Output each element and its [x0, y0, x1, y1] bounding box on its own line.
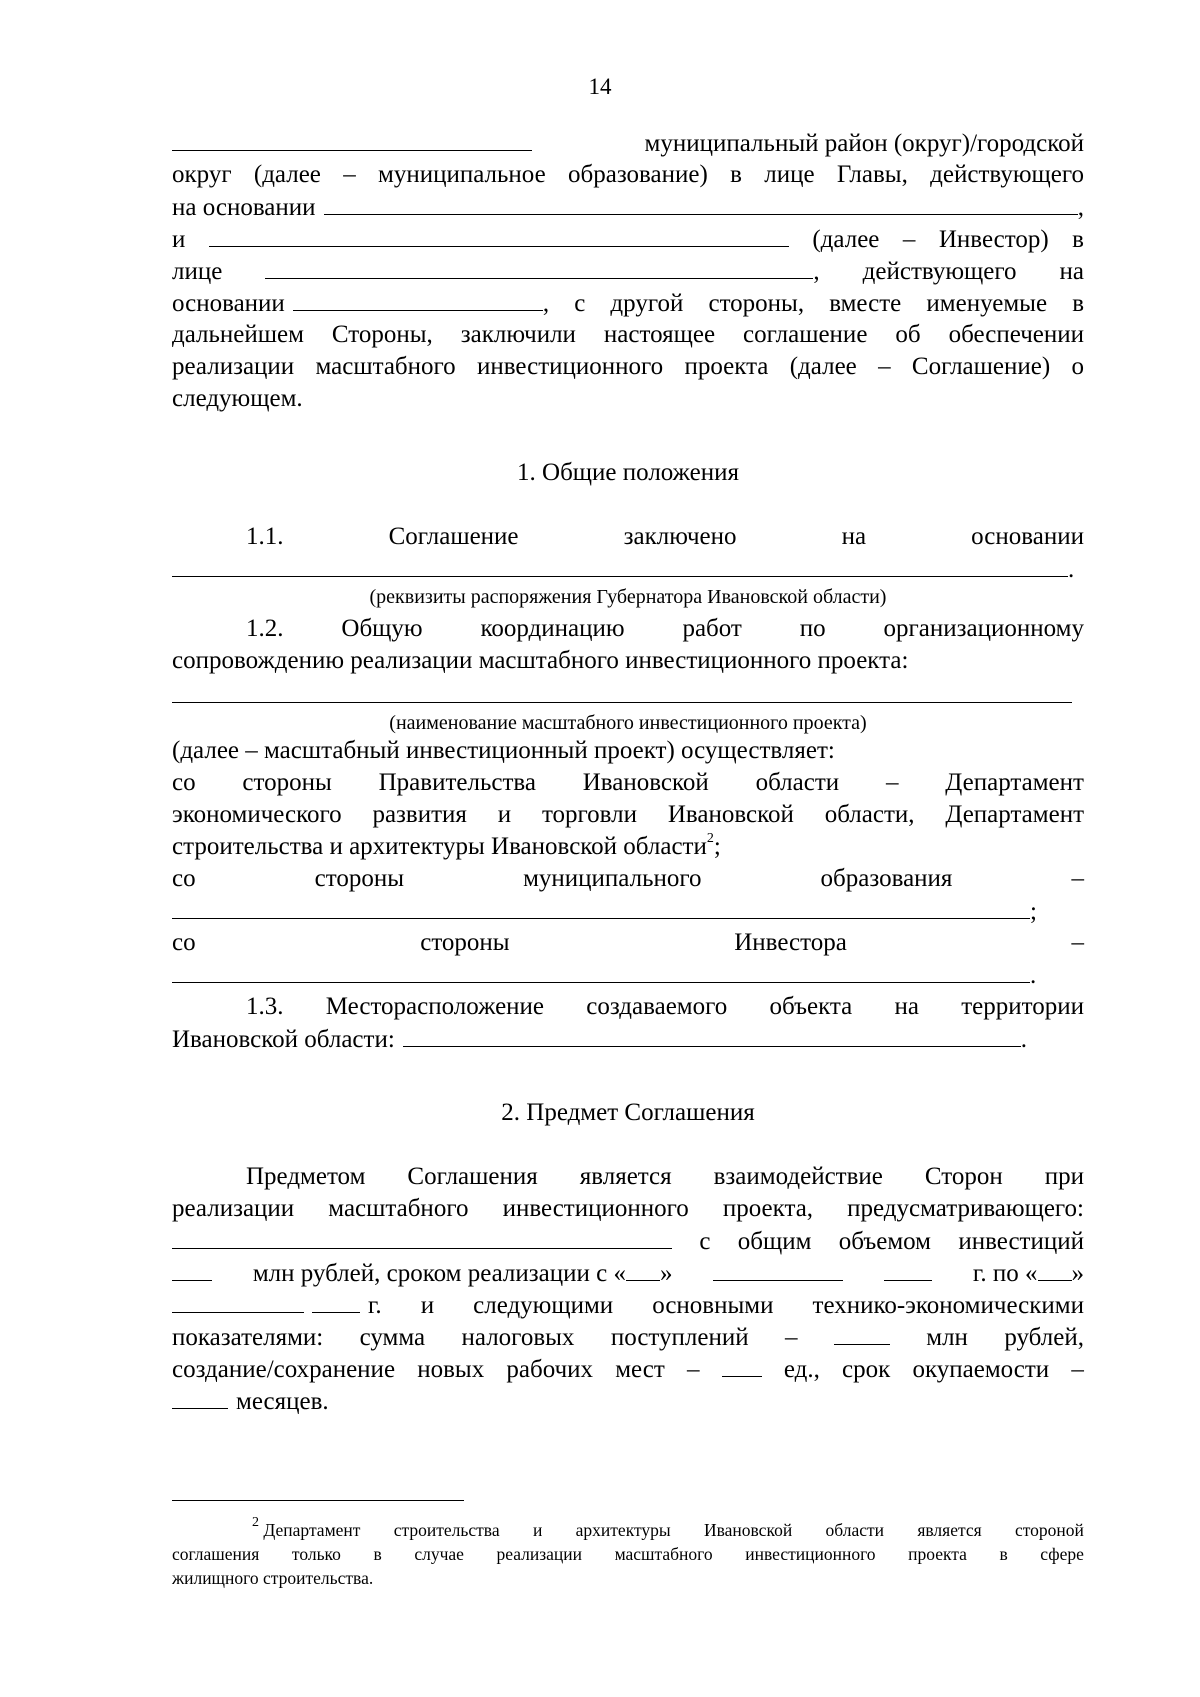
preamble-line-5: лице , действующего на [172, 254, 1084, 288]
preamble-line-8: реализации масштабного инвестиционного проекта (далее – Соглашение) о [172, 353, 1084, 380]
footnote-mark: 2 [252, 1515, 259, 1531]
footnote-line-1: $^2$ Департамент строительства и архитектуры Ивановской области является стороной [252, 1515, 1084, 1540]
blank-field[interactable] [293, 286, 543, 311]
blank-field[interactable] [209, 222, 789, 247]
preamble-line-7: дальнейшем Стороны, заключили настоящее соглашение об обеспечении [172, 321, 1084, 348]
preamble-line-2: округ (далее – муниципальное образование) в лице Главы, действующего [172, 161, 1084, 188]
blank-field[interactable] [172, 126, 532, 151]
preamble-line-6: основании , с другой стороны, вместе именуемые в [172, 286, 1084, 320]
section-2-line-8: месяцев. [172, 1384, 1084, 1418]
page-number: 14 [588, 74, 612, 99]
clause-1-3-line-2: Ивановской области: . [172, 1022, 1084, 1056]
section-2-line-2: реализации масштабного инвестиционного проекта, предусматривающего: [172, 1195, 1084, 1222]
section-2-line-6: показателями: сумма налоговых поступлений – млн рублей, [172, 1320, 1084, 1354]
clause-1-2-line-2: сопровождению реализации масштабного инвестиционного проекта: [172, 647, 909, 674]
blank-field[interactable] [172, 1288, 304, 1313]
blank-field[interactable] [1038, 1256, 1072, 1281]
blank-field[interactable] [834, 1320, 890, 1345]
clause-1-2-line-6: строительства и архитектуры Ивановской области$^2$; [172, 830, 721, 860]
clause-1-2-line-5: экономического развития и торговли Ивановской области, Департамент [172, 801, 1084, 828]
preamble-line-4: и (далее – Инвестор) в [172, 222, 1084, 256]
footnote-line-2: соглашения только в случае реализации масштабного инвестиционного проекта в сфере [172, 1544, 1084, 1564]
clause-1-2-line-8: ; [172, 894, 1084, 928]
clause-1-1-line-2: . [172, 552, 1084, 586]
preamble-line-3: на основании , [172, 190, 1084, 224]
blank-field[interactable] [884, 1256, 932, 1281]
blank-field[interactable] [172, 1384, 228, 1409]
section-2-line-3: с общим объемом инвестиций [172, 1224, 1084, 1258]
clause-1-2-line-1: 1.2. Общую координацию работ по организационному [246, 615, 1084, 642]
clause-1-3-line-1: 1.3. Месторасположение создаваемого объекта на территории [246, 993, 1084, 1020]
blank-field[interactable] [324, 190, 1078, 215]
footnote-ref-2[interactable]: 2 [706, 830, 714, 846]
blank-field[interactable] [172, 678, 1072, 703]
section-2-line-1: Предметом Соглашения является взаимодействие Сторон при [246, 1163, 1084, 1190]
preamble-line-9: следующем. [172, 385, 303, 412]
clause-1-2-line-7: со стороны муниципального образования – [172, 865, 1084, 892]
section-2-line-5: г. и следующими основными технико-экономическими [172, 1288, 1084, 1322]
section-2-heading: 2. Предмет Соглашения [501, 1099, 755, 1126]
clause-1-2-line-4: со стороны Правительства Ивановской области – Департамент [172, 769, 1084, 796]
blank-field[interactable] [722, 1352, 762, 1377]
preamble-line-1: муниципальный район (округ)/городской [172, 126, 1084, 160]
blank-field[interactable] [312, 1288, 360, 1313]
clause-1-1-line-1: 1.1. Соглашение заключено на основании [246, 523, 1084, 550]
blank-field[interactable] [172, 552, 1068, 577]
clause-1-2-line-10: . [172, 958, 1084, 992]
clause-1-2-line-9: со стороны Инвестора – [172, 929, 1084, 956]
section-1-heading: 1. Общие положения [517, 459, 739, 486]
footnote-separator [172, 1500, 464, 1501]
blank-field[interactable] [172, 1256, 212, 1281]
blank-field[interactable] [172, 958, 1030, 983]
caption-order-details: (реквизиты распоряжения Губернатора Ивановской области) [369, 586, 887, 608]
caption-project-name: (наименование масштабного инвестиционного проекта) [389, 712, 867, 734]
blank-field[interactable] [172, 894, 1030, 919]
blank-field[interactable] [626, 1256, 660, 1281]
blank-field[interactable] [172, 1224, 672, 1249]
footnote-line-3: жилищного строительства. [172, 1568, 374, 1588]
section-2-line-4: млн рублей, сроком реализации с « » г. по « » [172, 1256, 1084, 1290]
clause-1-2-line-3: (далее – масштабный инвестиционный проект) осуществляет: [172, 737, 835, 764]
blank-field[interactable] [265, 254, 813, 279]
blank-field[interactable] [403, 1022, 1021, 1047]
section-2-line-7: создание/сохранение новых рабочих мест – ед., срок окупаемости – [172, 1352, 1084, 1386]
blank-field[interactable] [713, 1256, 843, 1281]
